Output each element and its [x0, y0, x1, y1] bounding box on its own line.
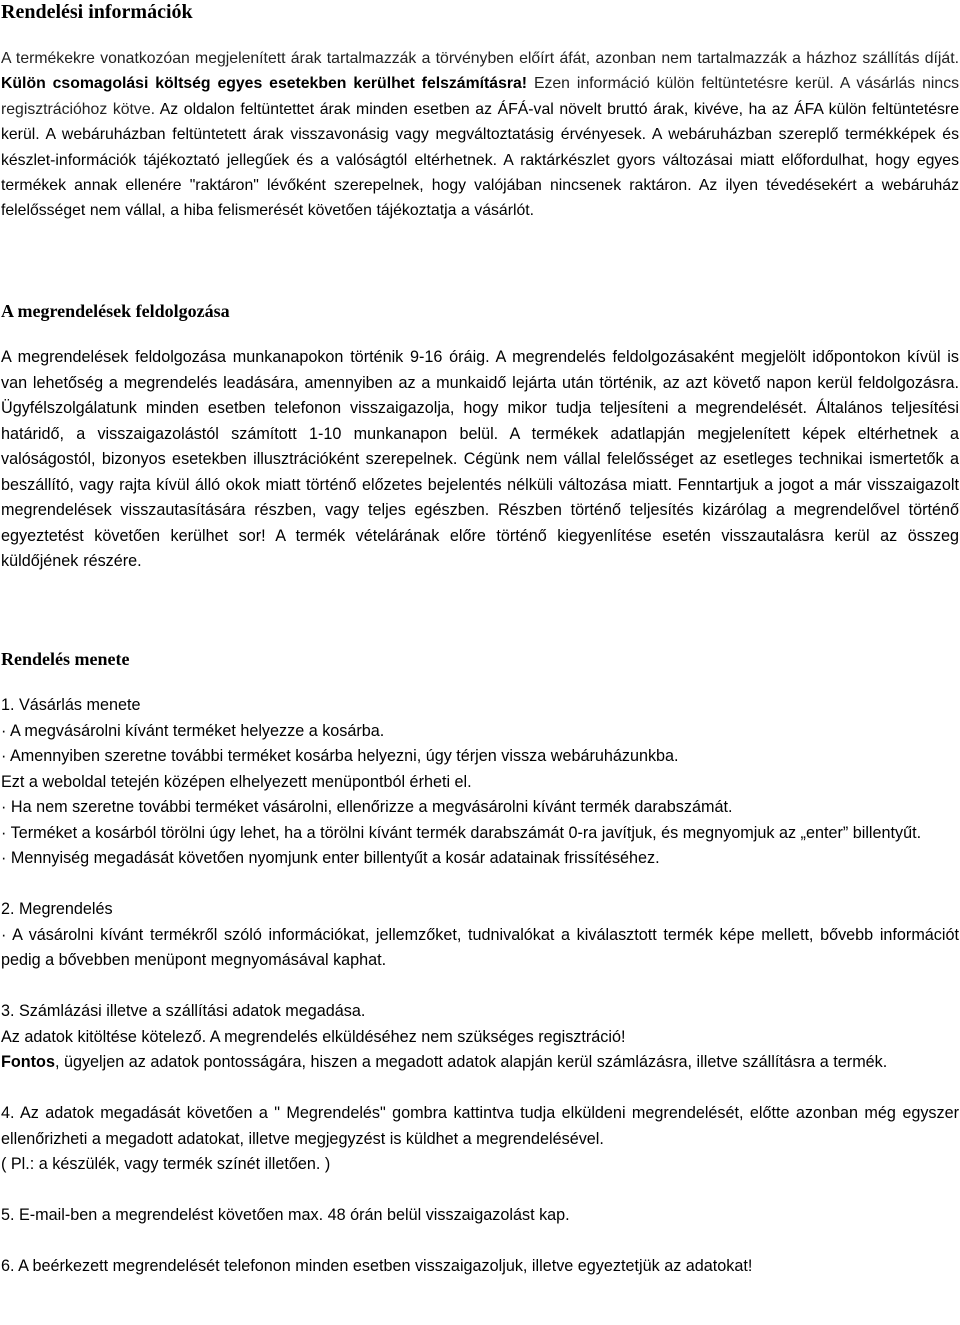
section-title-order-process: Rendelés menete	[1, 649, 130, 669]
important-label: Fontos	[1, 1053, 55, 1071]
step6-line: 6. A beérkezett megrendelését telefonon minden esetben visszaigazoljuk, illetve egyeztetjük az adatokat!	[1, 1257, 753, 1275]
step3-required-note: Az adatok kitöltése kötelező. A megrendelés elküldéséhez nem szükséges regisztráció!	[1, 1027, 626, 1046]
step4-line: 4. Az adatok megadását követően a " Megrendelés" gombra kattintva tudja elküldeni megrendelését, előtte azonban még egyszer ellenőrizheti a megadott adatokat, illetve megjegyzést is küldhet a megrendelésével.	[1, 1104, 959, 1148]
step1-line: · Ha nem szeretne további terméket vásárolni, ellenőrizze a megvásárolni kívánt termék darabszámát.	[1, 798, 733, 816]
step3-heading: 3. Számlázási illetve a szállítási adatok megadása.	[1, 1002, 366, 1020]
spacer	[1, 1229, 959, 1255]
step1-line: · Terméket a kosárból törölni úgy lehet, ha a törölni kívánt termék darabszámát 0-ra javítjuk, és megnyomjuk az „enter” billentyűt.	[1, 823, 922, 842]
spacer	[1, 974, 959, 1000]
ordering-info-paragraph	[1, 46, 959, 224]
step1-heading: 1. Vásárlás menete	[1, 696, 141, 714]
order-processing-paragraph: A megrendelések feldolgozása munkanapokon történik 9-16 óráig. A megrendelés feldolgozásaként megjelölt időpontokon kívül is van lehetőség a megrendelés leadására, amennyiben az a munkaidő lejárta után történik, az azt követő napon kerül feldolgozásra. Ügyfélszolgálatunk minden esetben telefonon visszaigazolja, hogy mikor tudja teljesíteni a megrendelését. Általános teljesítési határidő, a visszaigazolástól számított 1-10 munkanapon belül. A termékek adatlapján megjelenített képek eltérhetnek a valóságostól, bizonyos esetekben illusztrációként szerepelnek. Cégünk nem vállal felelősséget az esetleges technikai ismertetők a beszállító, vagy rajta kívül álló okok miatt történő előzetes bejelentés nélküli változása miatt. Fenntartjuk a jogot a már visszaigazolt megrendelések visszautasítására részben, vagy teljes egészben. Részben történő teljesítés kizárólag a megrendelővel történő egyeztetést követően kerülhet sor! A termék vételárának előre történő kiegyenlítése esetén visszautalásra kerül az összeg küldőjének részére.	[1, 348, 959, 570]
step4-example: ( Pl.: a készülék, vagy termék színét illetően. )	[1, 1155, 331, 1173]
step3-important-note	[1, 1050, 959, 1076]
price-info-text: A termékekre vonatkozóan megjelenített árak tartalmazzák a törvényben előírt áfát, azonban nem tartalmazzák a házhoz szállítás díját.	[1, 50, 959, 67]
packaging-cost-notice: Külön csomagolási költség egyes esetekben kerülhet felszámításra!	[1, 75, 528, 93]
step2-line: · A vásárolni kívánt termékről szóló információkat, jellemzőket, tudnivalókat a kiválasztott termék képe mellett, bővebb információt pedig a bővebben menüpont megnyomásával kaphat.	[1, 925, 959, 969]
spacer	[1, 1178, 959, 1204]
step2-heading: 2. Megrendelés	[1, 900, 113, 918]
section-title-order-processing: A megrendelések feldolgozása	[1, 301, 230, 321]
spacer	[1, 1076, 959, 1102]
order-steps	[1, 693, 959, 1280]
step1-line: · Amennyiben szeretne további terméket kosárba helyezni, úgy térjen vissza webáruházunkba.	[1, 747, 679, 765]
gross-price-info-text: Az oldalon feltüntettet árak minden esetben az ÁFÁ-val növelt bruttó árak, kivéve, ha az ÁFA külön feltüntetésre kerül. A webáruházban feltüntetett árak visszavonásig vagy megváltoztatásig érvényesek. A webáruházban szereplő termékképek és készlet-információk tájékoztató jellegűek és a valóságtól eltérhetnek. A raktárkészlet gyors változásai miatt előfordulhat, hogy egyes termékek annak ellenére "raktáron" lévőként szerepelnek, hogy valójában nincsenek raktáron. Az ilyen tévedésekért a webáruház felelősséget nem vállal, a hiba felismerését követően tájékoztatja a vásárlót.	[1, 100, 959, 220]
registration-info-text: Ezen információ külön feltüntetésre kerül. A vásárlás nincs regisztrációhoz kötve.	[1, 75, 959, 118]
step5-line: 5. E-mail-ben a megrendelést követően max. 48 órán belül visszaigazolást kap.	[1, 1206, 570, 1224]
important-text: , ügyeljen az adatok pontosságára, hiszen a megadott adatok alapján kerül számlázásra, illetve szállításra a termék.	[54, 1053, 888, 1071]
step1-line: · A megvásárolni kívánt terméket helyezze a kosárba.	[1, 721, 385, 740]
step1-line: Ezt a weboldal tetején középen elhelyezett menüpontból érheti el.	[1, 772, 472, 791]
step1-line: · Mennyiség megadását követően nyomjunk enter billentyűt a kosár adatainak frissítéséhez.	[1, 849, 660, 867]
section-title-ordering-info: Rendelési információk	[1, 1, 193, 23]
spacer	[1, 872, 959, 898]
